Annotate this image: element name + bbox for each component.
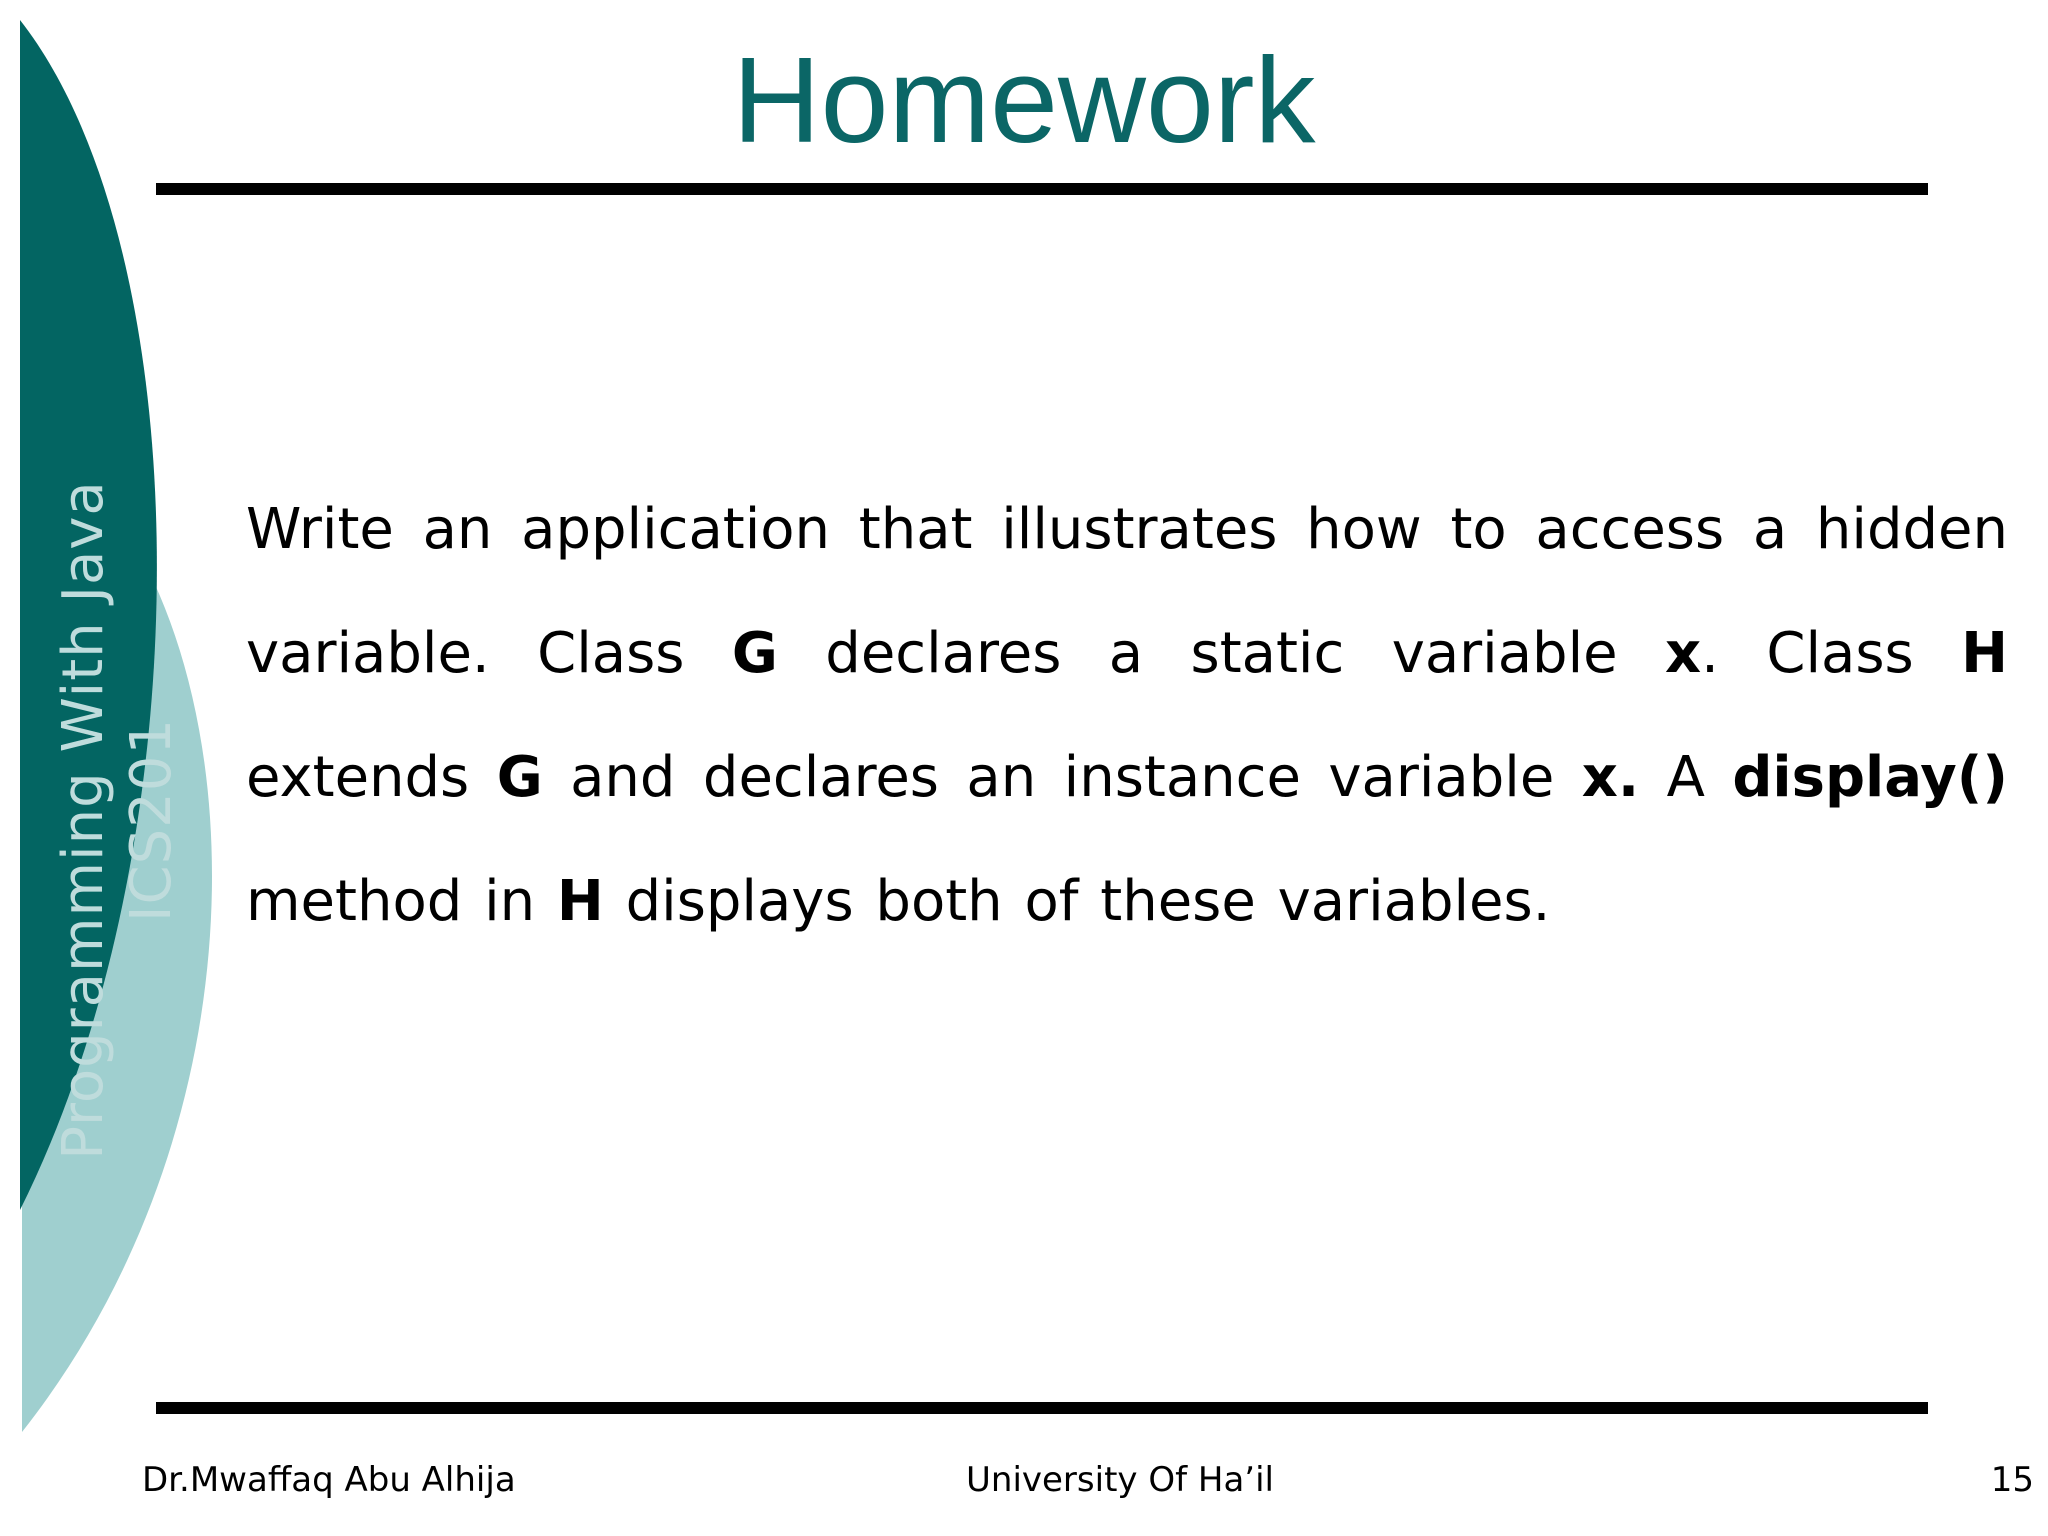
homework-text [246,468,2008,964]
slide-title: Homework [732,32,1316,168]
bottom-divider [156,1402,1928,1414]
display-method-name: display() [1732,745,2008,810]
course-code: ICS201 [119,717,184,923]
text-segment: A [1639,745,1733,810]
text-segment: . Class [1701,621,1962,686]
class-h-name: H [556,869,604,934]
text-segment: Write an application that illustrates how to access a hidden variable. Class [246,497,2008,686]
text-segment: extends [246,745,497,810]
text-segment: displays both of these variables. [603,869,1551,934]
course-title: Programming With Java [51,480,116,1160]
course-label [50,270,190,1370]
page-number: 15 [1990,1460,2034,1500]
class-g-name: G [496,745,543,810]
text-segment: and declares an instance variable [542,745,1582,810]
footer-author: Dr.Mwaffaq Abu Alhija [142,1460,516,1500]
text-segment: method in [246,869,557,934]
static-x-name: x [1665,621,1702,686]
footer-university: University Of Ha’il [966,1460,1274,1500]
text-segment: declares a static variable [777,621,1666,686]
instance-x-name: x. [1581,745,1640,810]
top-divider [156,183,1928,195]
class-h-name: H [1961,621,2008,686]
class-g-name: G [731,621,778,686]
